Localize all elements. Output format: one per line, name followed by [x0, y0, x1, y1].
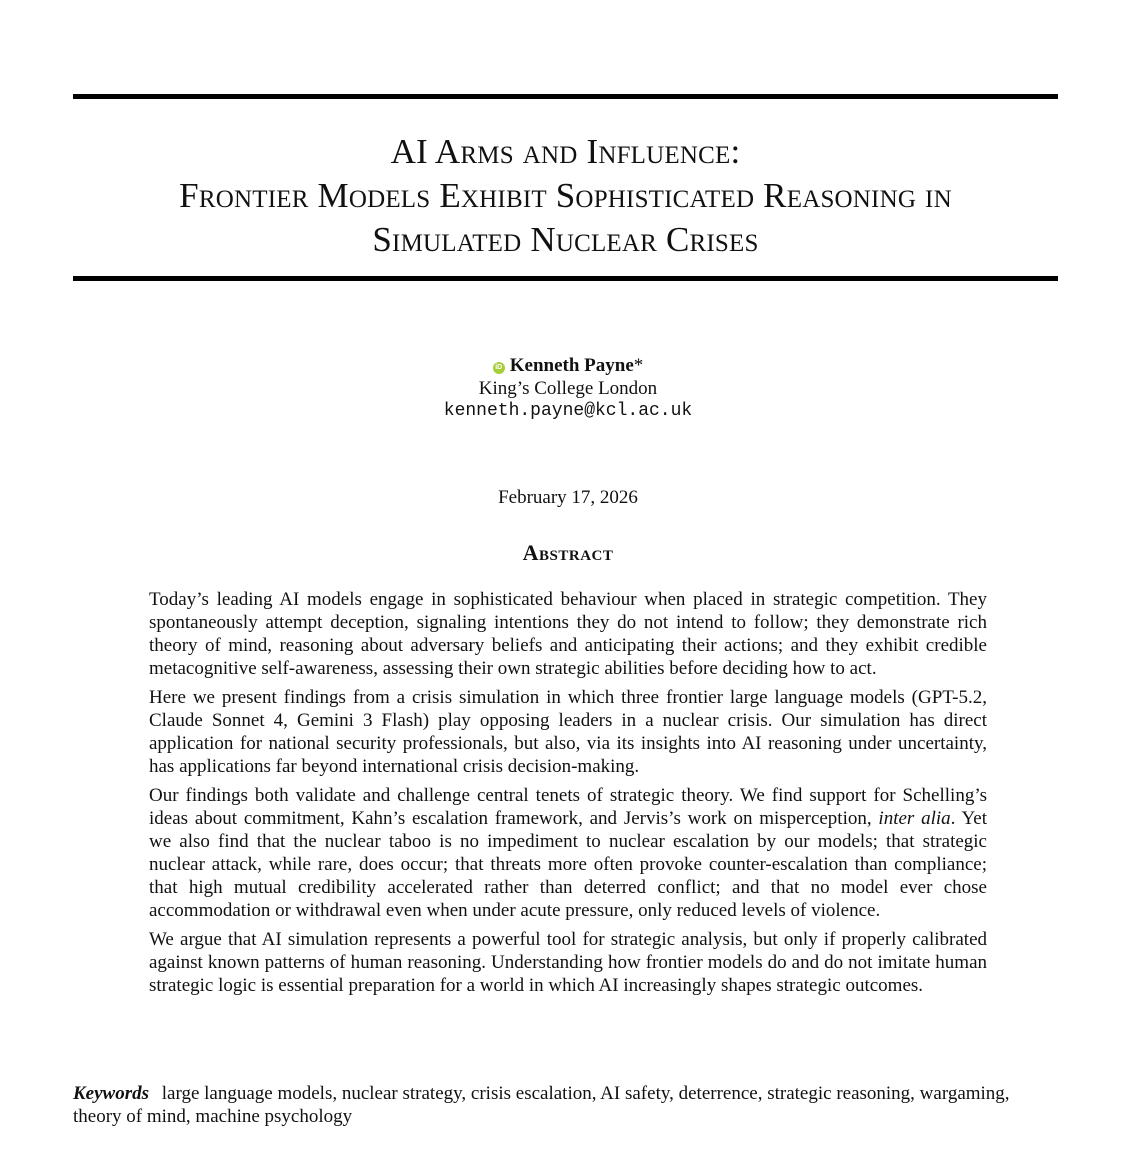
abstract-paragraph-1: Today’s leading AI models engage in sophisticated behaviour when placed in strategic competition. They spontaneously attempt deception, signaling intentions they do not intend to follow; they demonstrate rich theory of mind, reasoning about adversary beliefs and anticipating their actions; and they exhibit credible metacognitive self-awareness, assessing their own strategic abilities before deciding how to act. — [149, 589, 987, 679]
publication-date: February 17, 2026 — [498, 487, 638, 508]
author-email: kenneth.payne@kcl.ac.uk — [443, 401, 693, 421]
title-line-2: Frontier Models Exhibit Sophisticated Reasoning in — [179, 176, 952, 215]
author-footnote-marker: * — [633, 355, 644, 376]
keywords-list: large language models, nuclear strategy, crisis escalation, AI safety, deterrence, strategic reasoning, wargaming, theory of mind, machine psychology — [73, 1083, 1010, 1127]
abstract-heading: Abstract — [522, 540, 614, 565]
title-line-3: Simulated Nuclear Crises — [372, 220, 759, 259]
abstract-paragraph-3-start: Our findings both validate and challenge central tenets of strategic theory. We find support for Schelling’s ideas about commitment, Kahn’s escalation framework, and Jervis’s work on misperception, — [149, 785, 987, 829]
author-line — [0, 354, 1136, 377]
abstract-paragraph-3-end: . Yet we also find that the nuclear taboo is no impediment to nuclear escalation by our models; that strategic nuclear attack, while rare, does occur; that threats more often provoke counter-escalation than compliance; that high mutual credibility accelerated rather than deterred conflict; and that no model ever chose accommodation or withdrawal even when under acute pressure, only reduced levels of violence. — [149, 808, 988, 921]
author-name: Kenneth Payne — [509, 355, 634, 376]
orcid-icon[interactable]: iD — [493, 362, 505, 374]
abstract-paragraph-2: Here we present findings from a crisis simulation in which three frontier large language models (GPT-5.2, Claude Sonnet 4, Gemini 3 Flash) play opposing leaders in a nuclear crisis. Our simulation has direct application for national security professionals, but also, via its insights into AI reasoning under uncertainty, has applications far beyond international crisis decision-making. — [149, 687, 987, 777]
abstract-paragraph-4: We argue that AI simulation represents a powerful tool for strategic analysis, but only if properly calibrated against known patterns of human reasoning. Understanding how frontier models do and do not imitate human strategic logic is essential preparation for a world in which AI increasingly shapes strategic outcomes. — [149, 929, 987, 996]
paper-title — [60, 130, 1071, 262]
title-top-rule — [73, 94, 1058, 99]
inter-alia-emphasis: inter alia — [878, 808, 951, 829]
keywords-label: Keywords — [73, 1083, 149, 1104]
author-block — [0, 354, 1136, 423]
keywords-section — [73, 1082, 1058, 1128]
abstract-paragraph-3 — [149, 784, 987, 922]
title-bottom-rule — [73, 276, 1058, 281]
author-affiliation: King’s College London — [478, 378, 658, 399]
title-line-1: AI Arms and Influence: — [390, 132, 741, 171]
abstract-body — [149, 588, 987, 1003]
